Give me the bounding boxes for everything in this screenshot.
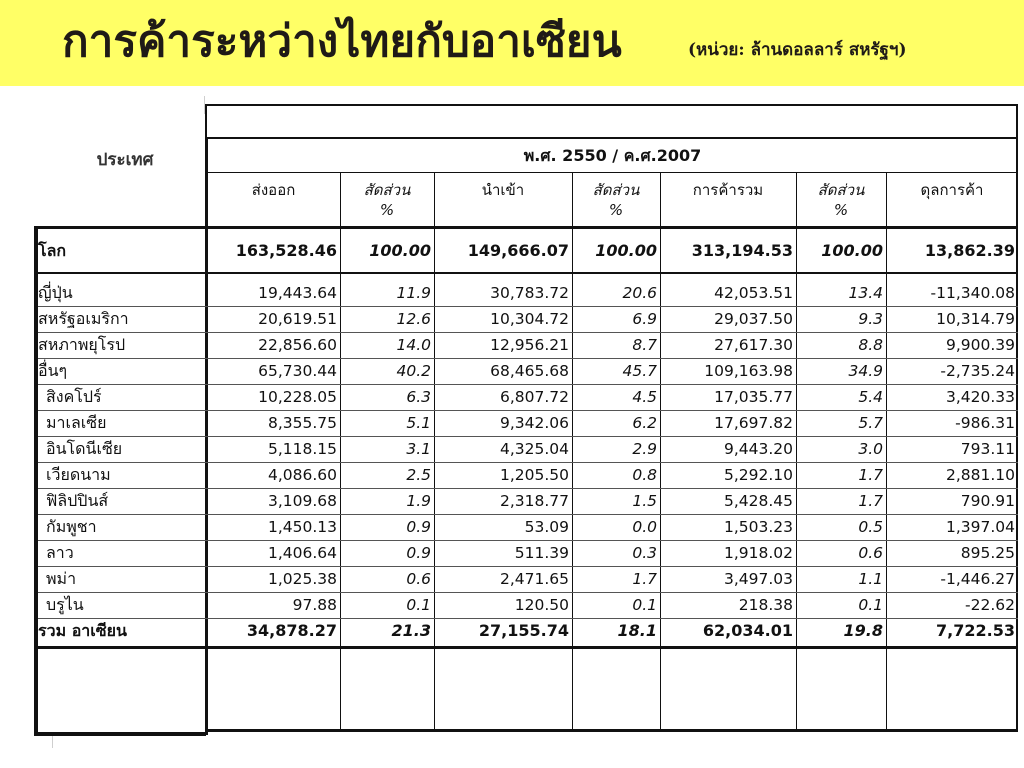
table-cell: 8,355.75 (267, 414, 337, 432)
table-cell: 0.0 (632, 518, 657, 536)
table-cell: 511.39 (514, 544, 569, 562)
table-cell: 5,428.45 (723, 492, 793, 510)
table-cell: 11.9 (396, 284, 431, 302)
table-cell: 12.6 (396, 310, 431, 328)
column-header-label: ส่งออก (251, 181, 296, 199)
table-cell: 97.88 (292, 596, 337, 614)
table-cell: 3,497.03 (723, 570, 793, 588)
table-cell: 2.9 (632, 440, 657, 458)
table-cell: 2.5 (406, 466, 431, 484)
table-cell: 9.3 (858, 310, 883, 328)
table-cell: 30,783.72 (490, 284, 569, 302)
table-cell: 1.7 (858, 492, 883, 510)
table-cell: 19,443.64 (258, 284, 337, 302)
guide-line (52, 736, 53, 748)
table-cell: 8.8 (858, 336, 883, 354)
row-country-name: มาเลเซีย (46, 413, 107, 432)
table-cell: 0.8 (632, 466, 657, 484)
column-header-unit: % (608, 201, 624, 219)
column-header (660, 180, 796, 200)
country-column-header: ประเทศ (96, 150, 154, 170)
table-cell: 4,086.60 (267, 466, 337, 484)
table-cell: 1,503.23 (723, 518, 793, 536)
column-header-label: สัดส่วน (363, 181, 411, 199)
table-cell: 100.00 (369, 241, 431, 260)
table-cell: 34.9 (848, 362, 883, 380)
table-cell: 2,471.65 (499, 570, 569, 588)
row-country-name: เวียดนาม (46, 465, 111, 484)
row-country-name: อินโดนีเซีย (46, 439, 123, 458)
table-cell: 3,420.33 (945, 388, 1015, 406)
table-cell: -1,446.27 (940, 570, 1015, 588)
table-cell: 6.2 (632, 414, 657, 432)
row-country-name: รวม อาเซียน (38, 621, 127, 640)
column-header-unit: % (833, 201, 849, 219)
table-cell: 1.7 (632, 570, 657, 588)
table-cell: 29,037.50 (714, 310, 793, 328)
table-cell: 0.9 (406, 544, 431, 562)
table-cell: 20,619.51 (258, 310, 337, 328)
table-cell: 793.11 (960, 440, 1015, 458)
table-cell: 40.2 (396, 362, 431, 380)
column-header-label: การค้ารวม (692, 181, 764, 199)
table-cell: 0.1 (632, 596, 657, 614)
column-header-label: ดุลการค้า (920, 181, 984, 199)
table-cell: 17,697.82 (714, 414, 793, 432)
column-header (572, 180, 660, 220)
table-rule (34, 272, 1018, 274)
table-cell: 10,314.79 (936, 310, 1015, 328)
table-cell: 6.3 (406, 388, 431, 406)
table-cell: 109,163.98 (704, 362, 793, 380)
table-cell: -986.31 (955, 414, 1015, 432)
table-cell: 21.3 (391, 621, 431, 640)
table-cell: 0.6 (858, 544, 883, 562)
table-cell: 3.0 (858, 440, 883, 458)
table-cell: -11,340.08 (930, 284, 1015, 302)
table-cell: 22,856.60 (258, 336, 337, 354)
table-cell: 1.5 (632, 492, 657, 510)
table-cell: 18.1 (617, 621, 657, 640)
row-country-name: สิงคโปร์ (46, 387, 102, 406)
table-cell: 9,900.39 (945, 336, 1015, 354)
table-cell: 1,397.04 (945, 518, 1015, 536)
table-cell: 0.1 (858, 596, 883, 614)
table-cell: 0.6 (406, 570, 431, 588)
table-cell: 6.9 (632, 310, 657, 328)
table-cell: 10,304.72 (490, 310, 569, 328)
column-header-label: สัดส่วน (817, 181, 865, 199)
table-rule (34, 226, 1018, 229)
table-cell: 4.5 (632, 388, 657, 406)
table-cell: 0.1 (406, 596, 431, 614)
table-cell: 10,228.05 (258, 388, 337, 406)
title-bar (0, 0, 1024, 86)
table-cell: 218.38 (738, 596, 793, 614)
table-cell: 2,318.77 (499, 492, 569, 510)
table-cell: 0.9 (406, 518, 431, 536)
table-rule (205, 172, 1018, 173)
table-cell: 313,194.53 (691, 241, 793, 260)
table-cell: 5.1 (406, 414, 431, 432)
table-cell: 27,617.30 (714, 336, 793, 354)
table-cell: 1.1 (858, 570, 883, 588)
table-cell: -22.62 (965, 596, 1015, 614)
table-cell: 1.7 (858, 466, 883, 484)
table-cell: 100.00 (821, 241, 883, 260)
row-country-name: อื่นๆ (38, 361, 68, 380)
row-country-name: บรูไน (46, 595, 84, 614)
table-cell: 8.7 (632, 336, 657, 354)
table-cell: 3.1 (406, 440, 431, 458)
table-cell: 7,722.53 (936, 621, 1015, 640)
table-cell: 65,730.44 (258, 362, 337, 380)
table-cell: 42,053.51 (714, 284, 793, 302)
table-cell: 5.4 (858, 388, 883, 406)
table-cell: 1,025.38 (267, 570, 337, 588)
row-country-name: สหภาพยุโรป (38, 335, 126, 354)
table-cell: 20.6 (622, 284, 657, 302)
column-header-unit: % (379, 201, 395, 219)
table-cell: 12,956.21 (490, 336, 569, 354)
column-header (434, 180, 572, 200)
table-cell: 149,666.07 (467, 241, 569, 260)
table-rule (205, 137, 1018, 139)
table-cell: 34,878.27 (246, 621, 337, 640)
table-cell: 790.91 (960, 492, 1015, 510)
table-cell: 62,034.01 (702, 621, 793, 640)
table-cell: 19.8 (843, 621, 883, 640)
table-cell: 163,528.46 (235, 241, 337, 260)
table-cell: 895.25 (960, 544, 1015, 562)
column-header-label: สัดส่วน (592, 181, 640, 199)
table-cell: 100.00 (595, 241, 657, 260)
year-header: พ.ศ. 2550 / ค.ศ.2007 (523, 146, 702, 165)
table-rule (34, 646, 1018, 649)
table-cell: 53.09 (524, 518, 569, 536)
table-cell: 14.0 (396, 336, 431, 354)
column-header (207, 180, 340, 200)
table-cell: 1,450.13 (267, 518, 337, 536)
table-cell: 1,918.02 (723, 544, 793, 562)
table-cell: 1,205.50 (499, 466, 569, 484)
table-cell: 5,292.10 (723, 466, 793, 484)
column-header (340, 180, 434, 220)
table-cell: 5,118.15 (267, 440, 337, 458)
row-country-name: ฟิลิปปินส์ (46, 491, 109, 510)
column-header (886, 180, 1018, 200)
table-cell: -2,735.24 (940, 362, 1015, 380)
unit-note: (หน่วย: ล้านดอลลาร์ สหรัฐฯ) (688, 40, 907, 60)
table-cell: 27,155.74 (478, 621, 569, 640)
table-cell: 68,465.68 (490, 362, 569, 380)
table-cell: 0.3 (632, 544, 657, 562)
column-header-label: นำเข้า (481, 181, 525, 199)
table-cell: 45.7 (622, 362, 657, 380)
table-cell: 0.5 (858, 518, 883, 536)
row-country-name: พม่า (46, 569, 77, 588)
row-country-name: ญี่ปุ่น (38, 283, 73, 302)
page-title: การค้าระหว่างไทยกับอาเซียน (62, 16, 622, 67)
table-cell: 1.9 (406, 492, 431, 510)
row-country-name: สหรัฐอเมริกา (38, 309, 129, 328)
row-country-name: โลก (38, 241, 67, 260)
row-country-name: ลาว (46, 543, 74, 562)
table-cell: 2,881.10 (945, 466, 1015, 484)
table-cell: 6,807.72 (499, 388, 569, 406)
table-cell: 120.50 (514, 596, 569, 614)
column-header (796, 180, 886, 220)
table-cell: 3,109.68 (267, 492, 337, 510)
table-cell: 9,342.06 (499, 414, 569, 432)
table-cell: 4,325.04 (499, 440, 569, 458)
table-cell: 13,862.39 (924, 241, 1015, 260)
table-cell: 9,443.20 (723, 440, 793, 458)
row-country-name: กัมพูชา (46, 517, 97, 536)
table-cell: 13.4 (848, 284, 883, 302)
table-cell: 5.7 (858, 414, 883, 432)
table-cell: 1,406.64 (267, 544, 337, 562)
table-cell: 17,035.77 (714, 388, 793, 406)
